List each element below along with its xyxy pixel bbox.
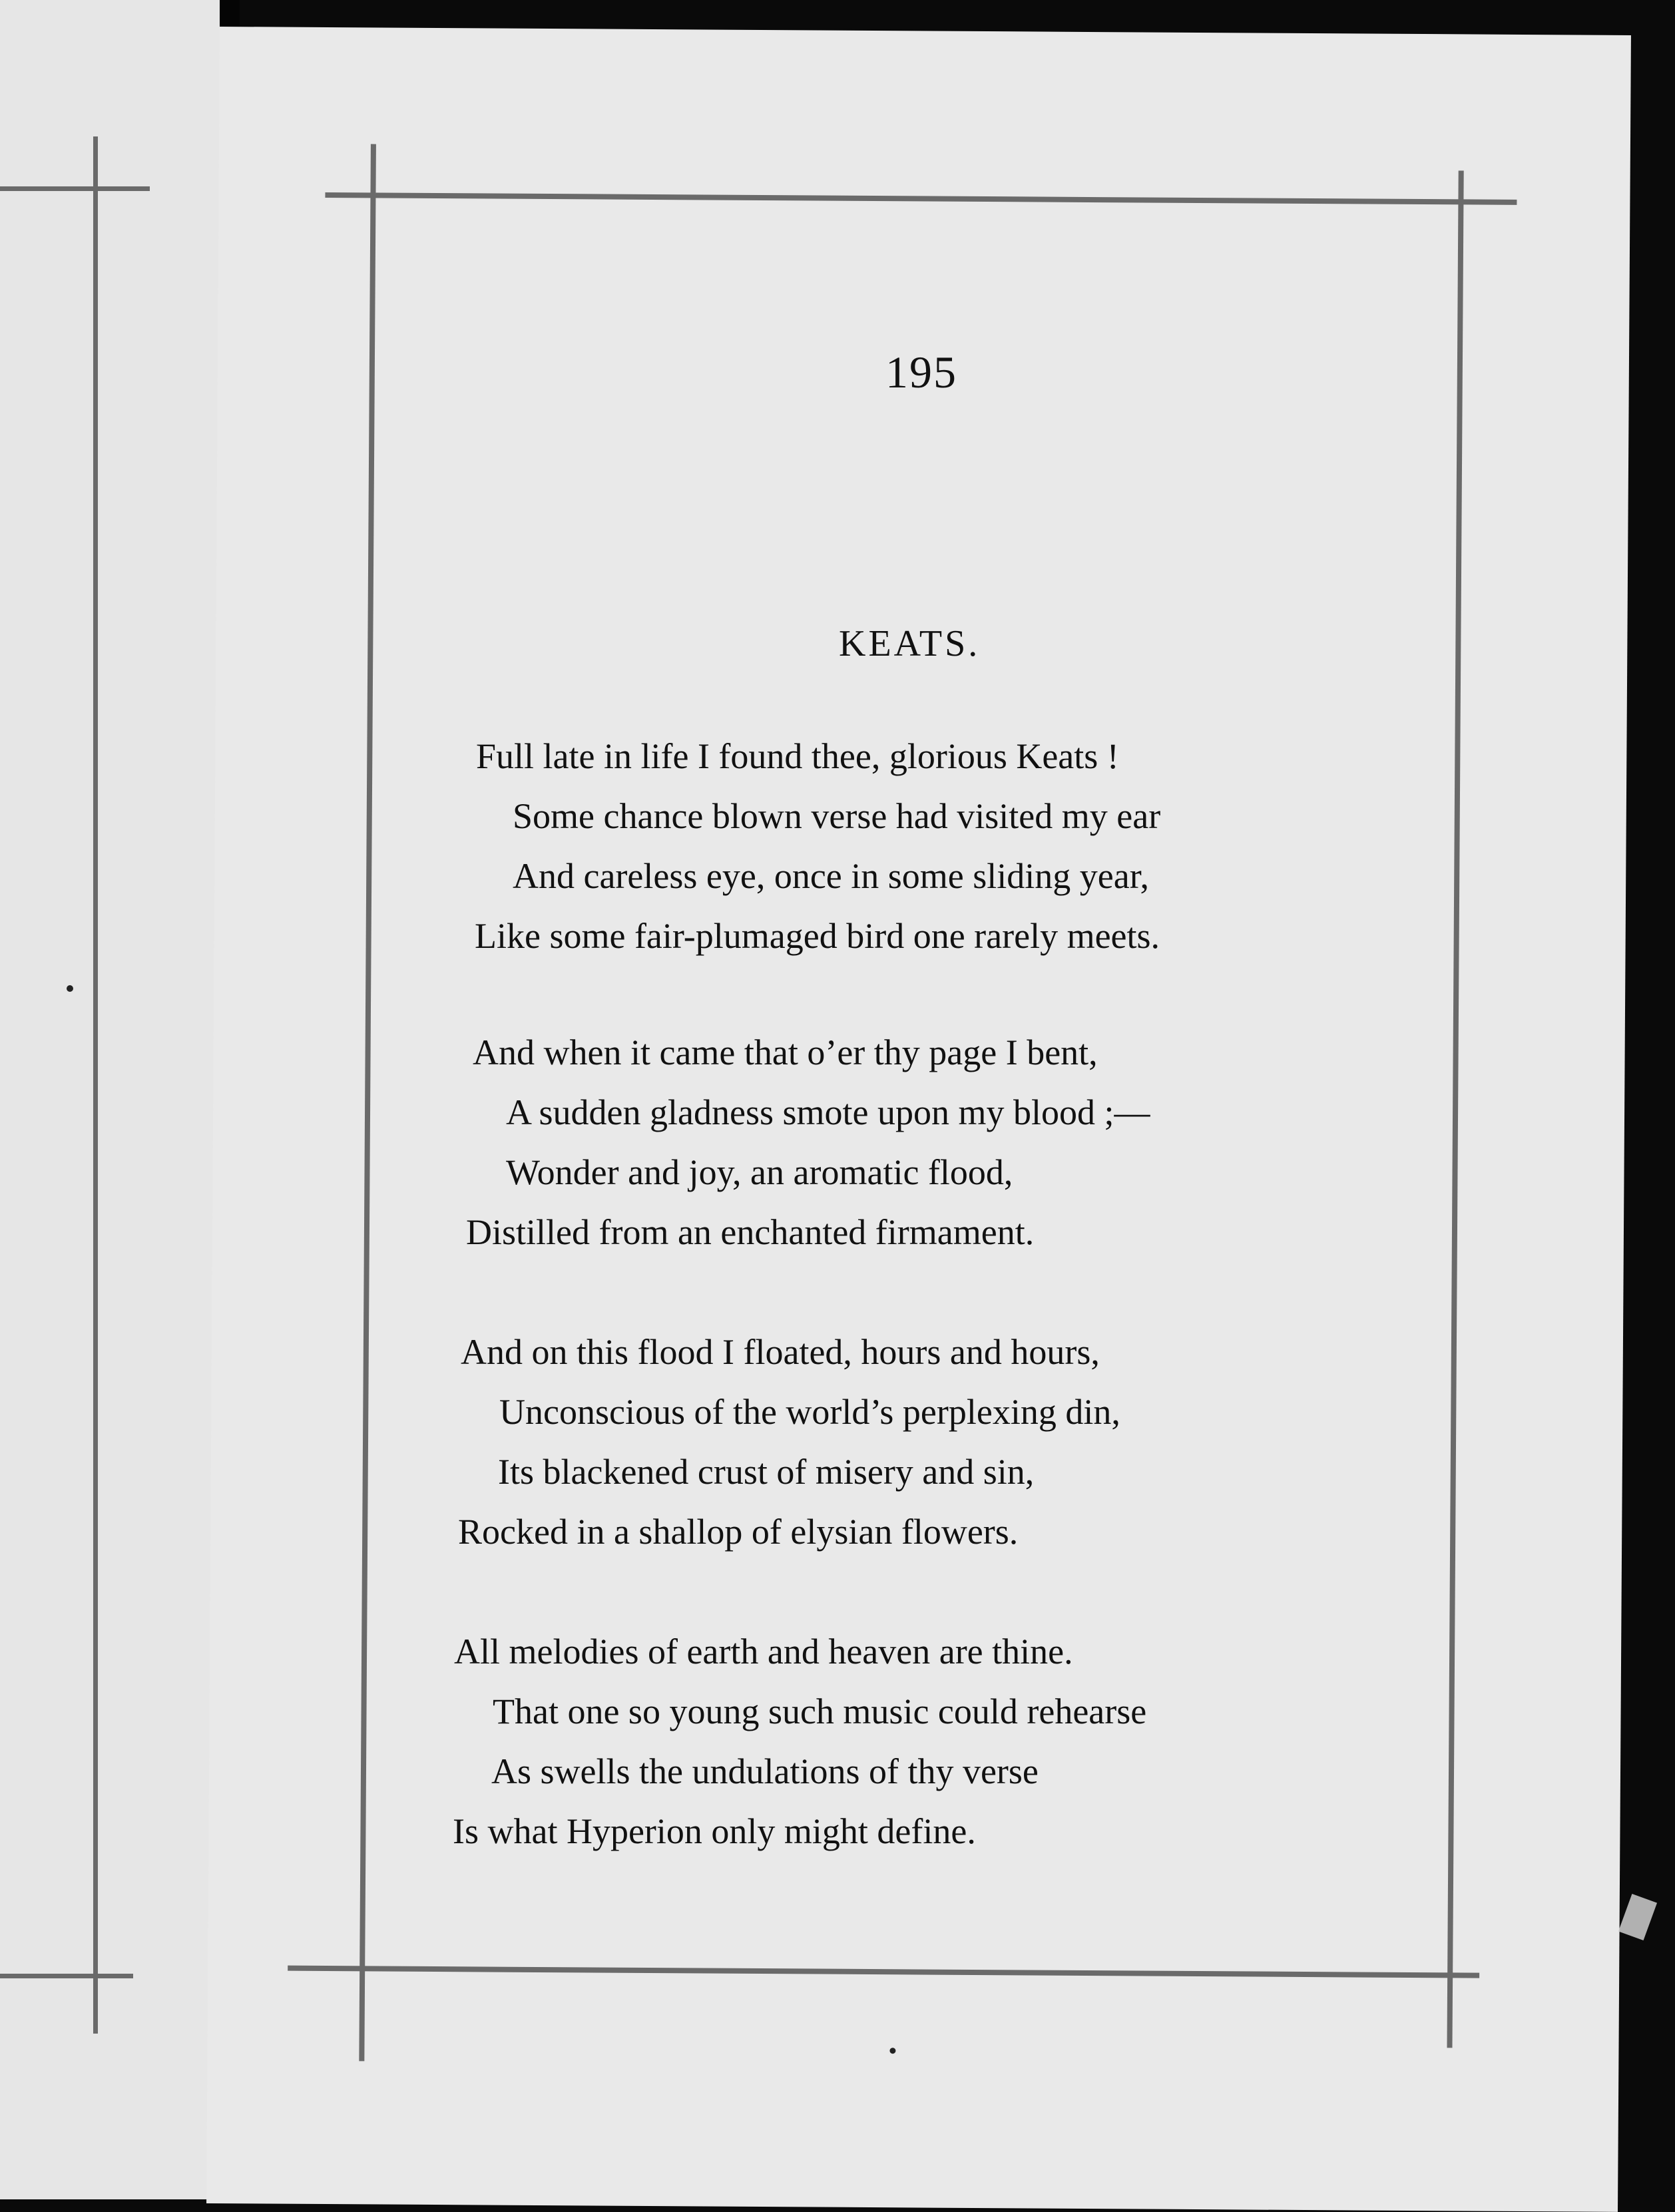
poem-line: Its blackened crust of misery and sin, [498, 1452, 1035, 1492]
poem-line: Rocked in a shallop of elysian flowers. [458, 1512, 1019, 1552]
poem-line: Some chance blown verse had visited my ear [513, 796, 1161, 836]
poem-line: All melodies of earth and heaven are thine. [454, 1632, 1073, 1671]
poem-line: And when it came that o’er thy page I bent, [473, 1032, 1098, 1072]
poem-line: Distilled from an enchanted firmament. [466, 1212, 1035, 1252]
poem-line: And on this flood I floated, hours and hours, [461, 1332, 1100, 1372]
poem-line: Unconscious of the world’s perplexing din, [499, 1392, 1120, 1432]
poem-line: Like some fair-plumaged bird one rarely meets. [475, 916, 1160, 956]
poem-line: Wonder and joy, an aromatic flood, [506, 1152, 1013, 1192]
poem-line: Is what Hyperion only might define. [453, 1811, 976, 1851]
page-number: 195 [885, 347, 957, 397]
poem-line: As swells the undulations of thy verse [491, 1751, 1039, 1791]
poem-title: KEATS. [839, 623, 981, 664]
poem-line: And careless eye, once in some sliding year, [513, 856, 1150, 896]
poem-line: Full late in life I found thee, glorious Keats ! [476, 736, 1119, 776]
poem-line: A sudden gladness smote upon my blood ;— [506, 1092, 1150, 1132]
poem-line: That one so young such music could rehearse [493, 1691, 1147, 1731]
